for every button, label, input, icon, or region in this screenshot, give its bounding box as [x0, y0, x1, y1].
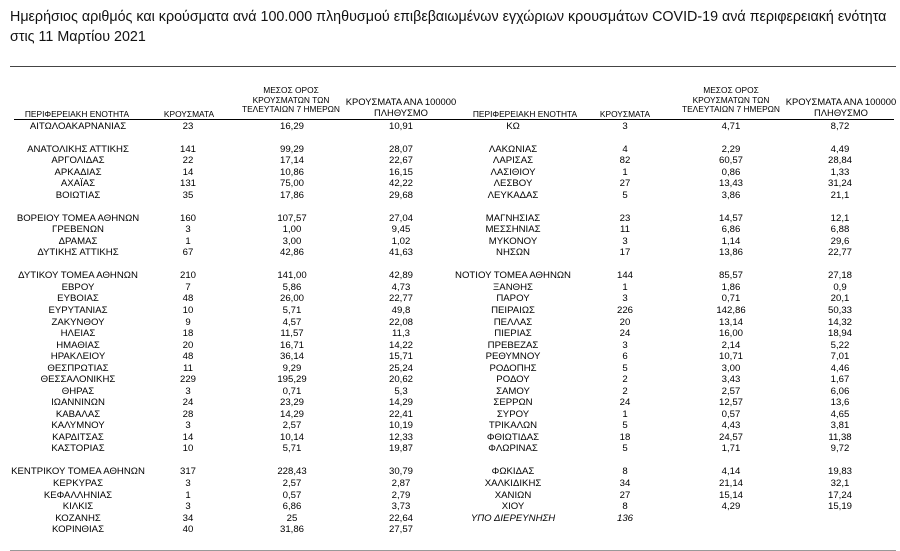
left-cases-cell: 131	[179, 178, 197, 190]
header-avg7-left: ΜΕΣΟΣ ΟΡΟΣ ΚΡΟΥΣΜΑΤΩΝ ΤΩΝ ΤΕΛΕΥΤΑΙΩΝ 7 ΗΜΕΡΩΝ	[241, 85, 340, 114]
left-per100k-cell: 22,67	[388, 155, 414, 167]
right-region-cell: ΧΙΟΥ	[501, 501, 525, 512]
right-cases-cell: 8	[622, 466, 628, 478]
right-region-cell: ΧΑΛΚΙΔΙΚΗΣ	[484, 477, 542, 489]
left-cases-cell: 160	[179, 212, 197, 224]
right-region-cell: ΠΙΕΡΙΑΣ	[494, 328, 532, 339]
left-region-cell: ΘΗΡΑΣ	[61, 385, 95, 397]
left-region-cell: ΚΕΦΑΛΛΗΝΙΑΣ	[43, 489, 113, 501]
left-per100k-cell: 14,29	[388, 397, 414, 409]
left-region-cell: ΒΟΙΩΤΙΑΣ	[55, 189, 101, 201]
left-region-cell: ΚΑΛΥΜΝΟΥ	[51, 420, 105, 432]
left-region-cell: ΔΡΑΜΑΣ	[58, 235, 98, 247]
header-cases-left: ΚΡΟΥΣΜΑΤΑ	[163, 109, 215, 119]
left-avg7-cell: 17,86	[279, 189, 305, 201]
right-region-cell: ΜΥΚΟΝΟΥ	[488, 235, 538, 247]
left-region-cell: ΑΙΤΩΛΟΑΚΑΡΝΑΝΙΑΣ	[29, 120, 127, 132]
left-region-cell: ΗΜΑΘΙΑΣ	[56, 339, 100, 351]
left-avg7-cell: 17,14	[279, 155, 305, 167]
left-region-cell: ΔΥΤΙΚΟΥ ΤΟΜΕΑ ΑΘΗΝΩΝ	[18, 270, 138, 282]
left-region-cell: ΘΕΣΠΡΩΤΙΑΣ	[47, 362, 109, 374]
left-cases-cell: 10	[182, 443, 194, 455]
right-cases-cell: 226	[616, 305, 634, 316]
right-avg7-cell: 2,29	[721, 143, 741, 155]
left-avg7-cell: 195,29	[277, 374, 307, 386]
right-avg7-cell: 0,86	[721, 166, 741, 178]
right-region-cell: ΣΕΡΡΩΝ	[493, 397, 533, 409]
right-avg7-cell: 1,86	[721, 281, 741, 293]
right-per100k-cell: 31,24	[827, 178, 853, 190]
right-region-cell: ΧΑΝΙΩΝ	[494, 489, 532, 501]
left-avg7-cell: 31,86	[279, 524, 305, 535]
right-per100k-cell: 5,22	[830, 339, 850, 351]
right-avg7-cell: 12,57	[718, 397, 744, 409]
right-avg7-cell: 2,57	[721, 385, 741, 397]
header-per100k-left: ΚΡΟΥΣΜΑΤΑ ΑΝΑ 100000 ΠΛΗΘΥΣΜΟ	[345, 96, 457, 118]
left-region-cell: ΖΑΚΥΝΘΟΥ	[51, 316, 105, 328]
right-per100k-cell: 1,33	[830, 166, 850, 178]
left-per100k-cell: 41,63	[388, 247, 414, 259]
right-per100k-cell: 32,1	[830, 477, 850, 489]
left-avg7-cell: 2,57	[282, 420, 302, 432]
left-avg7-cell: 26,00	[279, 293, 305, 305]
right-region-cell: ΜΕΣΣΗΝΙΑΣ	[485, 224, 541, 236]
right-region-cell: ΞΑΝΘΗΣ	[493, 281, 533, 293]
right-avg7-cell: 0,71	[721, 293, 741, 305]
left-region-cell: ΑΧΑΪΑΣ	[60, 178, 96, 190]
right-per100k-cell: 50,33	[827, 305, 853, 316]
left-per100k-cell: 3,73	[391, 501, 411, 512]
right-region-cell: ΡΟΔΟΠΗΣ	[489, 362, 537, 374]
right-per100k-cell: 20,1	[830, 293, 850, 305]
right-avg7-cell: 13,14	[718, 316, 744, 328]
left-cases-cell: 3	[185, 420, 191, 432]
right-per100k-cell: 1,67	[830, 374, 850, 386]
left-per100k-cell: 30,79	[388, 466, 414, 478]
left-region-cell: ΚΑΡΔΙΤΣΑΣ	[52, 431, 104, 443]
left-avg7-cell: 9,29	[282, 362, 302, 374]
left-per100k-cell: 22,64	[388, 512, 414, 524]
left-per100k-cell: 4,73	[391, 281, 411, 293]
right-cases-cell: 1	[622, 166, 628, 178]
left-region-cell: ΑΡΓΟΛΙΔΑΣ	[51, 155, 105, 167]
left-per100k-cell: 10,91	[388, 120, 414, 132]
left-region-cell: ΚΑΣΤΟΡΙΑΣ	[51, 443, 105, 455]
left-per100k-cell: 20,62	[388, 374, 414, 386]
right-avg7-cell: 60,57	[718, 155, 744, 167]
right-per100k-cell: 0,9	[833, 281, 847, 293]
right-avg7-cell: 4,71	[721, 120, 741, 132]
right-region-cell: ΦΩΚΙΔΑΣ	[491, 466, 535, 478]
right-per100k-cell: 19,83	[827, 466, 853, 478]
right-per100k-cell: 22,77	[827, 247, 853, 259]
left-avg7-cell: 107,57	[277, 212, 307, 224]
right-avg7-cell: 85,57	[718, 270, 744, 282]
right-per100k-cell: 13,6	[830, 397, 850, 409]
right-per100k-cell: 28,84	[827, 155, 853, 167]
right-avg7-cell: 1,71	[721, 443, 741, 455]
left-per100k-cell: 15,71	[388, 351, 414, 363]
left-avg7-cell: 228,43	[277, 466, 307, 478]
left-cases-cell: 3	[185, 224, 191, 236]
right-per100k-cell: 29,6	[830, 235, 850, 247]
right-per100k-cell: 6,88	[830, 224, 850, 236]
left-region-cell: ΒΟΡΕΙΟΥ ΤΟΜΕΑ ΑΘΗΝΩΝ	[16, 212, 140, 224]
right-avg7-cell: 6,86	[721, 224, 741, 236]
right-per100k-cell: 7,01	[830, 351, 850, 363]
top-divider	[10, 66, 896, 67]
left-avg7-cell: 4,57	[282, 316, 302, 328]
right-per100k-cell: 3,81	[830, 420, 850, 432]
left-avg7-cell: 2,57	[282, 477, 302, 489]
right-cases-cell: 5	[622, 420, 628, 432]
left-avg7-cell: 36,14	[279, 351, 305, 363]
left-avg7-cell: 141,00	[277, 270, 307, 282]
right-cases-cell: 27	[619, 489, 631, 501]
left-cases-cell: 3	[185, 501, 191, 512]
left-per100k-cell: 22,41	[388, 408, 414, 420]
right-avg7-cell: 2,14	[721, 339, 741, 351]
right-region-cell: ΠΕΙΡΑΙΩΣ	[491, 305, 535, 316]
left-region-cell: ΓΡΕΒΕΝΩΝ	[52, 224, 104, 236]
right-region-cell: ΛΕΥΚΑΔΑΣ	[487, 189, 539, 201]
right-per100k-cell: 18,94	[827, 328, 853, 339]
right-avg7-cell: 24,57	[718, 431, 744, 443]
left-per100k-cell: 9,45	[391, 224, 411, 236]
left-per100k-cell: 1,02	[391, 235, 411, 247]
right-per100k-cell: 9,72	[830, 443, 850, 455]
left-cases-cell: 317	[179, 466, 197, 478]
right-avg7-cell: 15,14	[718, 489, 744, 501]
left-per100k-cell: 42,89	[388, 270, 414, 282]
right-per100k-cell: 4,46	[830, 362, 850, 374]
right-cases-cell: 24	[619, 328, 631, 339]
left-avg7-cell: 10,86	[279, 166, 305, 178]
left-cases-cell: 35	[182, 189, 194, 201]
left-cases-cell: 28	[182, 408, 194, 420]
right-cases-cell: 3	[622, 235, 628, 247]
left-cases-cell: 1	[185, 489, 191, 501]
right-region-cell: ΛΑΡΙΣΑΣ	[492, 155, 534, 167]
left-cases-cell: 34	[182, 512, 194, 524]
right-cases-cell: 144	[616, 270, 634, 282]
right-region-cell: ΠΕΛΛΑΣ	[493, 316, 533, 328]
right-cases-cell: 82	[619, 155, 631, 167]
right-region-cell: ΛΑΣΙΘΙΟΥ	[490, 166, 536, 178]
left-avg7-cell: 5,71	[282, 443, 302, 455]
left-per100k-cell: 22,77	[388, 293, 414, 305]
right-avg7-cell: 21,14	[718, 477, 744, 489]
header-region-left: ΠΕΡΙΦΕΡΕΙΑΚΗ ΕΝΟΤΗΤΑ	[24, 109, 130, 119]
left-per100k-cell: 49,8	[391, 305, 411, 316]
left-cases-cell: 210	[179, 270, 197, 282]
left-avg7-cell: 10,14	[279, 431, 305, 443]
right-avg7-cell: 1,14	[721, 235, 741, 247]
right-region-cell: ΣΑΜΟΥ	[496, 385, 530, 397]
right-per100k-cell: 11,38	[828, 431, 852, 443]
left-avg7-cell: 23,29	[279, 397, 305, 409]
right-region-cell: ΠΡΕΒΕΖΑΣ	[487, 339, 539, 351]
right-avg7-cell: 13,43	[718, 178, 744, 190]
right-avg7-cell: 4,29	[721, 501, 741, 512]
right-per100k-cell: 21,1	[830, 189, 850, 201]
left-region-cell: ΗΡΑΚΛΕΙΟΥ	[50, 351, 106, 363]
left-per100k-cell: 27,04	[388, 212, 414, 224]
left-cases-cell: 23	[182, 120, 194, 132]
right-cases-cell: 5	[622, 443, 628, 455]
right-cases-cell: 23	[619, 212, 631, 224]
right-cases-cell: 1	[622, 408, 628, 420]
left-avg7-cell: 42,86	[279, 247, 305, 259]
left-cases-cell: 3	[185, 385, 191, 397]
left-avg7-cell: 75,00	[279, 178, 305, 190]
left-avg7-cell: 5,71	[282, 305, 302, 316]
left-per100k-cell: 22,08	[388, 316, 414, 328]
left-cases-cell: 11	[183, 362, 193, 374]
left-cases-cell: 9	[185, 316, 191, 328]
right-region-cell: ΦΘΙΩΤΙΔΑΣ	[486, 431, 540, 443]
right-cases-cell: 1	[622, 281, 628, 293]
header-region-right: ΠΕΡΙΦΕΡΕΙΑΚΗ ΕΝΟΤΗΤΑ	[472, 109, 578, 119]
left-avg7-cell: 0,57	[282, 489, 302, 501]
left-region-cell: ΘΕΣΣΑΛΟΝΙΚΗΣ	[40, 374, 116, 386]
right-cases-cell: 8	[622, 501, 628, 512]
left-avg7-cell: 16,29	[279, 120, 305, 132]
left-avg7-cell: 1,00	[282, 224, 302, 236]
left-per100k-cell: 25,24	[388, 362, 414, 374]
right-cases-cell: 3	[622, 339, 628, 351]
right-cases-cell: 20	[619, 316, 631, 328]
right-avg7-cell: 3,43	[721, 374, 741, 386]
right-region-cell: ΥΠΟ ΔΙΕΡΕΥΝΗΣΗ	[470, 512, 556, 524]
right-cases-cell: 27	[619, 178, 631, 190]
left-cases-cell: 10	[182, 305, 194, 316]
right-per100k-cell: 27,18	[827, 270, 853, 282]
left-avg7-cell: 11,57	[280, 328, 304, 339]
left-cases-cell: 1	[185, 235, 191, 247]
right-cases-cell: 17	[619, 247, 631, 259]
left-cases-cell: 229	[179, 374, 197, 386]
left-per100k-cell: 27,57	[388, 524, 414, 535]
left-region-cell: ΚΟΖΑΝΗΣ	[55, 512, 101, 524]
right-per100k-cell: 6,06	[830, 385, 850, 397]
left-avg7-cell: 5,86	[282, 281, 302, 293]
right-region-cell: ΡΟΔΟΥ	[496, 374, 530, 386]
right-cases-cell: 24	[619, 397, 631, 409]
left-per100k-cell: 42,22	[388, 178, 414, 190]
right-cases-cell: 11	[620, 224, 630, 236]
left-per100k-cell: 10,19	[388, 420, 414, 432]
left-cases-cell: 22	[182, 155, 194, 167]
right-avg7-cell: 4,14	[721, 466, 741, 478]
right-avg7-cell: 0,57	[721, 408, 741, 420]
header-per100k-right: ΚΡΟΥΣΜΑΤΑ ΑΝΑ 100000 ΠΛΗΘΥΣΜΟ	[785, 96, 897, 118]
right-region-cell: ΦΛΩΡΙΝΑΣ	[488, 443, 538, 455]
right-cases-cell: 34	[619, 477, 631, 489]
left-avg7-cell: 6,86	[282, 501, 302, 512]
left-region-cell: ΕΒΡΟΥ	[61, 281, 95, 293]
left-avg7-cell: 0,71	[282, 385, 302, 397]
right-cases-cell: 3	[622, 120, 628, 132]
left-per100k-cell: 29,68	[388, 189, 414, 201]
left-cases-cell: 40	[182, 524, 194, 535]
right-per100k-cell: 4,49	[830, 143, 850, 155]
left-per100k-cell: 19,87	[388, 443, 414, 455]
right-region-cell: ΚΩ	[506, 120, 520, 132]
right-per100k-cell: 12,1	[830, 212, 850, 224]
right-region-cell: ΣΥΡΟΥ	[496, 408, 530, 420]
right-per100k-cell: 14,32	[827, 316, 853, 328]
left-per100k-cell: 2,79	[391, 489, 411, 501]
left-cases-cell: 14	[182, 166, 194, 178]
right-region-cell: ΛΑΚΩΝΙΑΣ	[488, 143, 538, 155]
right-region-cell: ΛΕΣΒΟΥ	[493, 178, 533, 190]
header-cases-right: ΚΡΟΥΣΜΑΤΑ	[599, 109, 651, 119]
left-avg7-cell: 99,29	[279, 143, 305, 155]
right-cases-cell: 18	[619, 431, 631, 443]
left-per100k-cell: 16,15	[388, 166, 414, 178]
right-cases-cell: 6	[622, 351, 628, 363]
page-title: Ημερήσιος αριθμός και κρούσματα ανά 100.000 πληθυσμού επιβεβαιωμένων εγχώριων κρουσμάτων COVID-19 ανά περιφερειακή ενότητα στις 11 Μαρτίου 2021	[10, 9, 887, 45]
left-avg7-cell: 16,71	[279, 339, 305, 351]
right-avg7-cell: 10,71	[718, 351, 744, 363]
header-underline-right	[462, 119, 894, 120]
left-region-cell: ΑΡΚΑΔΙΑΣ	[54, 166, 102, 178]
left-avg7-cell: 3,00	[282, 235, 302, 247]
right-avg7-cell: 14,57	[718, 212, 744, 224]
left-per100k-cell: 12,33	[388, 431, 414, 443]
left-cases-cell: 48	[182, 293, 194, 305]
right-per100k-cell: 15,19	[827, 501, 853, 512]
header-avg7-right: ΜΕΣΟΣ ΟΡΟΣ ΚΡΟΥΣΜΑΤΩΝ ΤΩΝ ΤΕΛΕΥΤΑΙΩΝ 7 ΗΜΕΡΩΝ	[681, 85, 780, 114]
left-avg7-cell: 25	[286, 512, 298, 524]
right-avg7-cell: 142,86	[716, 305, 746, 316]
left-region-cell: ΕΥΒΟΙΑΣ	[57, 293, 99, 305]
left-cases-cell: 14	[182, 431, 194, 443]
left-region-cell: ΗΛΕΙΑΣ	[60, 328, 96, 339]
left-region-cell: ΚΑΒΑΛΑΣ	[55, 408, 101, 420]
right-per100k-cell: 17,24	[827, 489, 853, 501]
left-region-cell: ΚΕΡΚΥΡΑΣ	[52, 477, 104, 489]
left-region-cell: ΚΕΝΤΡΙΚΟΥ ΤΟΜΕΑ ΑΘΗΝΩΝ	[11, 466, 145, 478]
left-per100k-cell: 14,22	[388, 339, 414, 351]
left-region-cell: ΚΙΛΚΙΣ	[62, 501, 94, 512]
left-cases-cell: 18	[182, 328, 194, 339]
right-cases-cell: 2	[622, 374, 628, 386]
right-cases-cell: 136	[616, 512, 634, 524]
left-region-cell: ΕΥΡΥΤΑΝΙΑΣ	[48, 305, 108, 316]
right-cases-cell: 3	[622, 293, 628, 305]
right-cases-cell: 5	[622, 362, 628, 374]
left-per100k-cell: 11,3	[392, 328, 410, 339]
right-region-cell: ΤΡΙΚΑΛΩΝ	[488, 420, 538, 432]
left-region-cell: ΔΥΤΙΚΗΣ ΑΤΤΙΚΗΣ	[37, 247, 119, 259]
right-avg7-cell: 13,86	[718, 247, 744, 259]
left-cases-cell: 48	[182, 351, 194, 363]
right-region-cell: ΡΕΘΥΜΝΟΥ	[485, 351, 541, 363]
left-cases-cell: 24	[182, 397, 194, 409]
right-per100k-cell: 4,65	[830, 408, 850, 420]
left-per100k-cell: 2,87	[391, 477, 411, 489]
right-region-cell: ΠΑΡΟΥ	[496, 293, 530, 305]
right-cases-cell: 5	[622, 189, 628, 201]
left-cases-cell: 67	[182, 247, 194, 259]
right-cases-cell: 4	[622, 143, 628, 155]
right-avg7-cell: 3,86	[721, 189, 741, 201]
left-region-cell: ΚΟΡΙΝΘΙΑΣ	[51, 524, 105, 535]
right-avg7-cell: 16,00	[718, 328, 744, 339]
right-per100k-cell: 8,72	[830, 120, 850, 132]
left-region-cell: ΑΝΑΤΟΛΙΚΗΣ ΑΤΤΙΚΗΣ	[27, 143, 129, 155]
right-avg7-cell: 3,00	[721, 362, 741, 374]
left-region-cell: ΙΩΑΝΝΙΝΩΝ	[51, 397, 105, 409]
left-per100k-cell: 28,07	[388, 143, 414, 155]
left-avg7-cell: 14,29	[279, 408, 305, 420]
right-avg7-cell: 4,43	[721, 420, 741, 432]
right-region-cell: ΜΑΓΝΗΣΙΑΣ	[485, 212, 541, 224]
right-cases-cell: 2	[622, 385, 628, 397]
left-cases-cell: 3	[185, 477, 191, 489]
left-cases-cell: 20	[182, 339, 194, 351]
right-region-cell: ΝΟΤΙΟΥ ΤΟΜΕΑ ΑΘΗΝΩΝ	[455, 270, 571, 282]
left-per100k-cell: 5,3	[394, 385, 408, 397]
left-cases-cell: 7	[185, 281, 191, 293]
right-region-cell: ΝΗΣΩΝ	[496, 247, 530, 259]
left-cases-cell: 141	[179, 143, 197, 155]
